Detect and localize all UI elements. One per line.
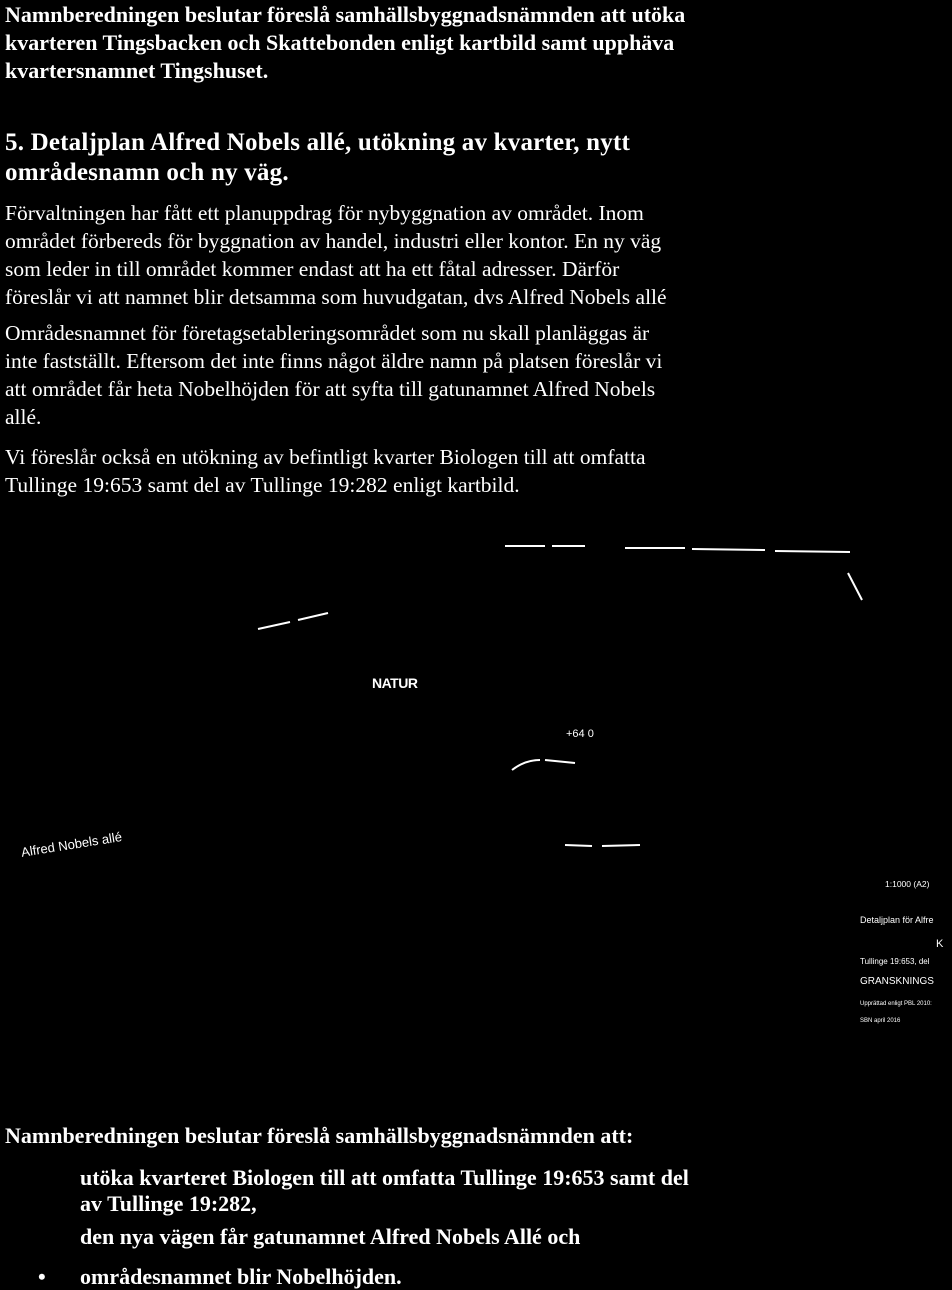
intro-line-1: Namnberedningen beslutar föreslå samhällsbyggnadsnämnden att utöka bbox=[5, 2, 686, 27]
legend-property: Tullinge 19:653, del bbox=[860, 957, 930, 966]
contour-line bbox=[545, 760, 575, 763]
text-line: föreslår vi att namnet blir detsamma som huvudgatan, dvs Alfred Nobels allé bbox=[5, 285, 667, 309]
legend-status: GRANSKNINGS bbox=[860, 976, 934, 987]
boundary-dash bbox=[565, 845, 592, 846]
text-line: Områdesnamnet för företagsetableringsområdet som nu skall planläggas är bbox=[5, 321, 650, 345]
intro-line-3: kvartersnamnet Tingshuset. bbox=[5, 58, 269, 83]
contour-line bbox=[512, 760, 540, 770]
text-line: Vi föreslår också en utökning av befintligt kvarter Biologen till att omfatta bbox=[5, 445, 646, 469]
legend-note-1: Upprättad enligt PBL 2010: bbox=[860, 1001, 932, 1007]
map-label-height: +64 0 bbox=[566, 728, 594, 740]
decision-item-1-line-2: av Tullinge 19:282, bbox=[80, 1191, 257, 1216]
text-line: Förvaltningen har fått ett planuppdrag för nybyggnation av området. Inom bbox=[5, 201, 644, 225]
map-label-natur: NATUR bbox=[372, 675, 418, 691]
boundary-dash bbox=[692, 549, 765, 550]
text-line: allé. bbox=[5, 405, 42, 429]
text-line: som leder in till området kommer endast att ha ett fåtal adresser. Därför bbox=[5, 257, 620, 281]
map-label-road: Alfred Nobels allé bbox=[20, 829, 123, 860]
bullet-icon: • bbox=[38, 1264, 46, 1289]
decision-item-2: den nya vägen får gatunamnet Alfred Nobels Allé och bbox=[80, 1224, 581, 1249]
boundary-dash bbox=[258, 622, 290, 629]
decision-item-1-line-1: utöka kvarteret Biologen till att omfatta Tullinge 19:653 samt del bbox=[80, 1165, 689, 1190]
legend-scale: 1:1000 (A2) bbox=[885, 879, 930, 889]
text-line: området förbereds för byggnation av handel, industri eller kontor. En ny väg bbox=[5, 229, 662, 253]
text-line: Tullinge 19:653 samt del av Tullinge 19:282 enligt kartbild. bbox=[5, 473, 520, 497]
decision-intro: Namnberedningen beslutar föreslå samhällsbyggnadsnämnden att: bbox=[5, 1123, 634, 1148]
heading-line-1: 5. Detaljplan Alfred Nobels allé, utökning av kvarter, nytt bbox=[5, 129, 631, 156]
boundary-dash bbox=[298, 613, 328, 620]
decision-item-3: områdesnamnet blir Nobelhöjden. bbox=[80, 1264, 402, 1289]
legend-letter: K bbox=[936, 938, 944, 950]
text-line: inte fastställt. Eftersom det inte finns något äldre namn på platsen föreslår vi bbox=[5, 349, 663, 373]
boundary-dash bbox=[775, 551, 850, 552]
legend-note-2: SBN april 2016 bbox=[860, 1018, 901, 1024]
text-line: att området får heta Nobelhöjden för att syfta till gatunamnet Alfred Nobels bbox=[5, 377, 656, 401]
boundary-dash bbox=[848, 573, 862, 600]
heading-line-2: områdesnamn och ny väg. bbox=[5, 159, 289, 186]
map-lines bbox=[0, 525, 952, 915]
intro-line-2: kvarteren Tingsbacken och Skattebonden enligt kartbild samt upphäva bbox=[5, 30, 675, 55]
legend-title: Detaljplan för Alfre bbox=[860, 915, 934, 925]
boundary-dash bbox=[602, 845, 640, 846]
map-figure bbox=[0, 525, 952, 915]
